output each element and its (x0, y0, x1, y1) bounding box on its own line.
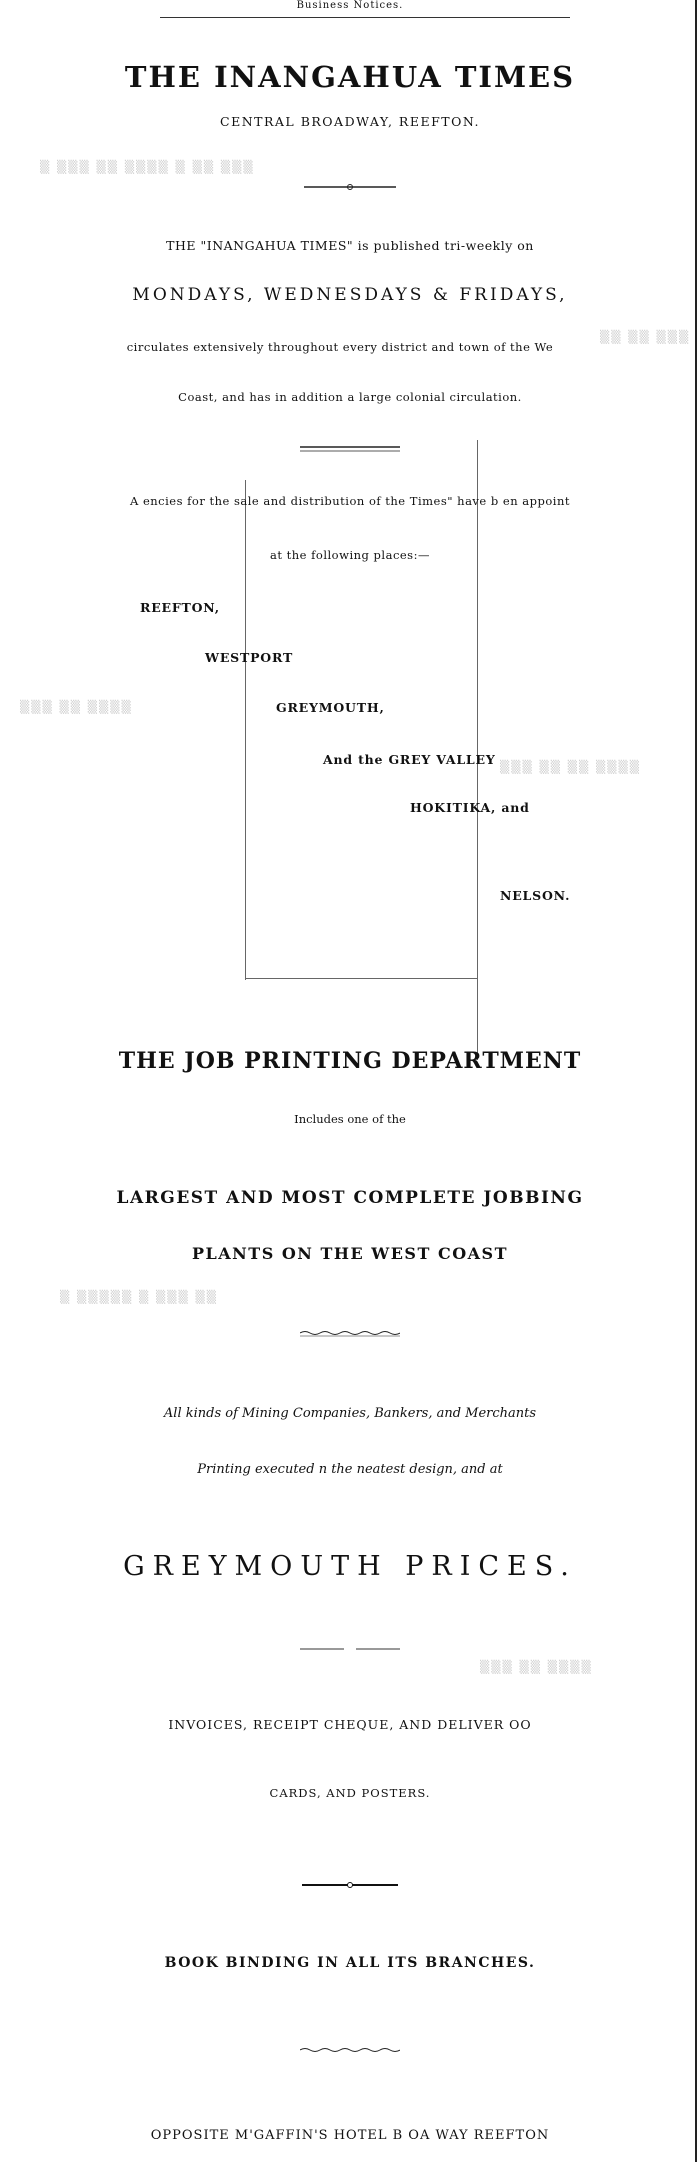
section-header: Business Notices. (296, 0, 404, 11)
place-nelson: NELSON. (500, 888, 571, 903)
printing-items-line2: CARDS, AND POSTERS. (269, 1786, 431, 1800)
bleed-through: ▒ ▒▒▒▒▒ ▒ ▒▒▒ ▒▒ (60, 1290, 218, 1304)
announcement-line3: Coast, and has in addition a large colonial circulation. (178, 390, 522, 404)
double-rule (300, 445, 400, 453)
printing-items-line1: INVOICES, RECEIPT CHEQUE, AND DELIVER OO (168, 1717, 532, 1732)
bleed-through: ▒▒▒ ▒▒ ▒▒▒▒ (20, 700, 133, 714)
ornament-divider (300, 1880, 400, 1890)
row-rule (245, 978, 477, 979)
bleed-through: ▒▒▒ ▒▒ ▒▒ ▒▒▒▒ (500, 760, 641, 774)
place-grey-valley: And the GREY VALLEY (323, 752, 496, 767)
job-printing-title: THE JOB PRINTING DEPARTMENT (118, 1048, 582, 1074)
job-printing-italic1: All kinds of Mining Companies, Bankers, and Merchants (163, 1406, 537, 1421)
job-printing-line2: PLANTS ON THE WEST COAST (191, 1244, 508, 1263)
place-hokitika: HOKITIKA, and (410, 800, 530, 815)
header-rule (160, 17, 570, 18)
bleed-through: ▒▒ ▒▒ ▒▒▒ (600, 330, 691, 344)
ornament-divider (300, 182, 400, 192)
agencies-intro: A encies for the sale and distribution of the Times" have b en appoint (130, 494, 570, 508)
page-border-line (695, 0, 697, 2162)
column-rule-right (477, 440, 478, 1060)
bleed-through: ▒▒▒ ▒▒ ▒▒▒▒ (480, 1660, 593, 1674)
job-printing-subtitle: Includes one of the (294, 1112, 406, 1126)
book-binding-line: BOOK BINDING IN ALL ITS BRANCHES. (164, 1955, 536, 1971)
job-printing-italic2: Printing executed n the neatest design, and at (197, 1462, 503, 1477)
place-westport: WESTPORT (205, 650, 294, 665)
place-greymouth: GREYMOUTH, (276, 700, 385, 715)
masthead-address: CENTRAL BROADWAY, REEFTON. (220, 114, 480, 129)
announcement-line2: circulates extensively throughout every district and town of the We (126, 340, 554, 354)
wavy-rule (300, 1330, 400, 1338)
bleed-through: ▒ ▒▒▒ ▒▒ ▒▒▒▒ ▒ ▒▒ ▒▒▒ (40, 160, 255, 174)
place-reefton: REEFTON, (140, 600, 220, 615)
greymouth-prices: GREYMOUTH PRICES. (123, 1551, 577, 1582)
short-rules (300, 1646, 400, 1652)
publication-days: MONDAYS, WEDNESDAYS & FRIDAYS, (132, 285, 568, 305)
job-printing-line1: LARGEST AND MOST COMPLETE JOBBING (116, 1188, 584, 1208)
masthead-title: THE INANGAHUA TIMES (124, 60, 576, 94)
agencies-places-intro: at the following places:— (270, 548, 430, 562)
wavy-rule (300, 2047, 400, 2053)
announcement-line1: THE "INANGAHUA TIMES" is published tri-weekly on (166, 238, 534, 253)
footer-address: OPPOSITE M'GAFFIN'S HOTEL B OA WAY REEFTON (150, 2128, 550, 2143)
